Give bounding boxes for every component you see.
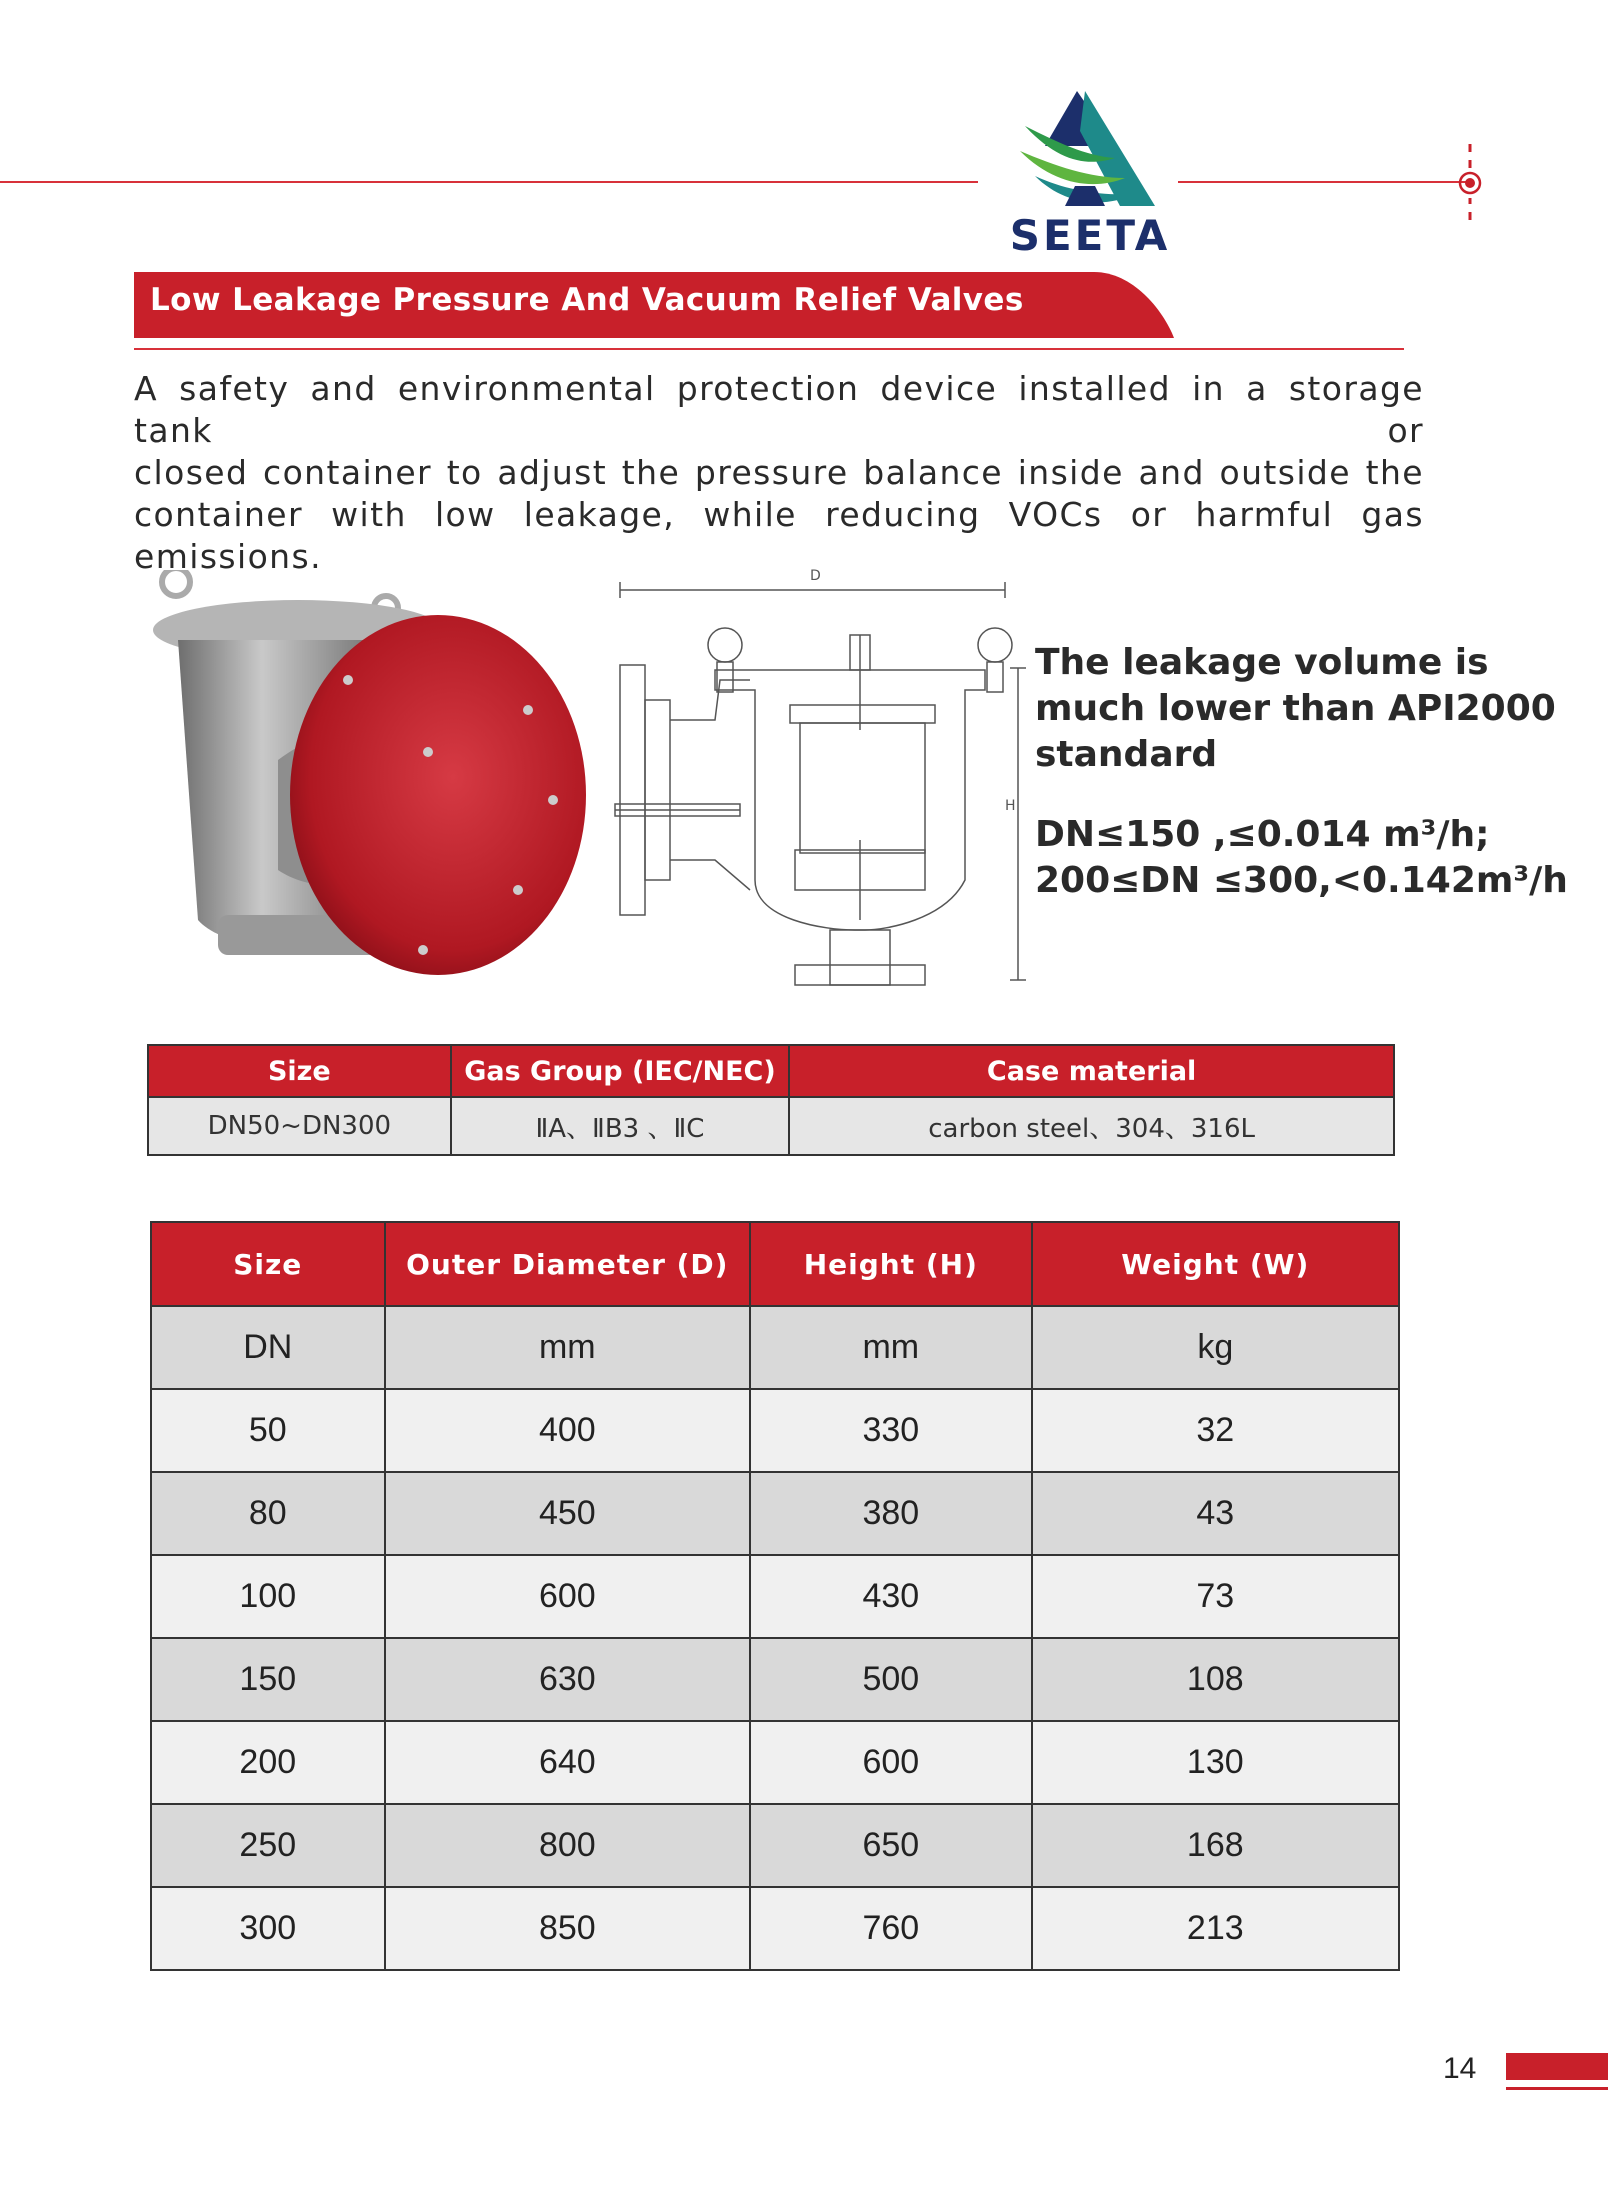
feature-spec-line: DN≤150 ,≤0.014 m³/h; [1035,814,1490,855]
table-cell: 430 [750,1555,1032,1638]
unit-row [151,1306,1399,1389]
page-title: Low Leakage Pressure And Vacuum Relief Valves [150,282,1024,318]
spec-cell: DN50~DN300 [148,1097,451,1155]
table-cell: 150 [151,1638,385,1721]
unit-cell: mm [750,1306,1032,1389]
dim-header: Size [151,1222,385,1306]
title-underline [134,348,1404,350]
spec-cell: carbon steel、304、316L [789,1097,1394,1155]
technical-drawing [605,560,1035,995]
dimensions-table [150,1221,1400,1971]
page-number: 14 [1443,2052,1477,2085]
dim-header: Weight (W) [1032,1222,1399,1306]
dim-header: Height (H) [750,1222,1032,1306]
unit-cell: DN [151,1306,385,1389]
table-cell: 600 [750,1721,1032,1804]
table-cell: 600 [385,1555,750,1638]
table-cell: 50 [151,1389,385,1472]
feature-line: much lower than API2000 [1035,688,1556,729]
dimension-h-label: H [1005,798,1016,814]
seeta-logo [1005,86,1175,258]
table-cell: 400 [385,1389,750,1472]
header-rule-right [1178,181,1466,183]
table-cell: 640 [385,1721,750,1804]
table-cell: 32 [1032,1389,1399,1472]
header-rule-left [0,181,978,183]
unit-cell: mm [385,1306,750,1389]
spec-table [147,1044,1395,1156]
table-cell: 330 [750,1389,1032,1472]
footer-accent-bar [1506,2053,1608,2080]
table-cell: 650 [750,1804,1032,1887]
feature-line: standard [1035,734,1218,775]
table-cell: 500 [750,1638,1032,1721]
spec-cell: ⅡA、ⅡB3 、ⅡC [451,1097,790,1155]
leakage-feature [1035,640,1595,904]
brand-name: SEETA [1009,211,1171,258]
table-cell: 850 [385,1887,750,1970]
table-row [151,1389,1399,1472]
unit-cell: kg [1032,1306,1399,1389]
dim-header: Outer Diameter (D) [385,1222,750,1306]
table-cell: 213 [1032,1887,1399,1970]
table-cell: 80 [151,1472,385,1555]
table-cell: 200 [151,1721,385,1804]
table-cell: 73 [1032,1555,1399,1638]
table-cell: 300 [151,1887,385,1970]
feature-spec-line: 200≤DN ≤300,<0.142m³/h [1035,860,1568,901]
table-row [151,1804,1399,1887]
table-cell: 108 [1032,1638,1399,1721]
table-cell: 630 [385,1638,750,1721]
description-line: container with low leakage, while reducing VOCs or harmful gas emissions. [134,495,1424,576]
feature-line: The leakage volume is [1035,642,1489,683]
table-cell: 43 [1032,1472,1399,1555]
description [134,368,1424,578]
table-row [151,1638,1399,1721]
table-row [151,1472,1399,1555]
table-cell: 100 [151,1555,385,1638]
table-cell: 168 [1032,1804,1399,1887]
spec-header: Size [148,1045,451,1097]
spec-header: Gas Group (IEC/NEC) [451,1045,790,1097]
table-row [151,1721,1399,1804]
table-row [151,1887,1399,1970]
footer-accent-line [1506,2087,1608,2090]
valve-photo [148,570,588,990]
table-row [151,1555,1399,1638]
description-line: A safety and environmental protection device installed in a storage tank or [134,369,1424,450]
table-cell: 380 [750,1472,1032,1555]
table-cell: 250 [151,1804,385,1887]
table-cell: 450 [385,1472,750,1555]
description-line: closed container to adjust the pressure balance inside and outside the [134,453,1424,492]
table-cell: 760 [750,1887,1032,1970]
table-cell: 800 [385,1804,750,1887]
dimension-d-label: D [810,568,821,584]
target-icon [1450,140,1490,230]
spec-header: Case material [789,1045,1394,1097]
table-cell: 130 [1032,1721,1399,1804]
